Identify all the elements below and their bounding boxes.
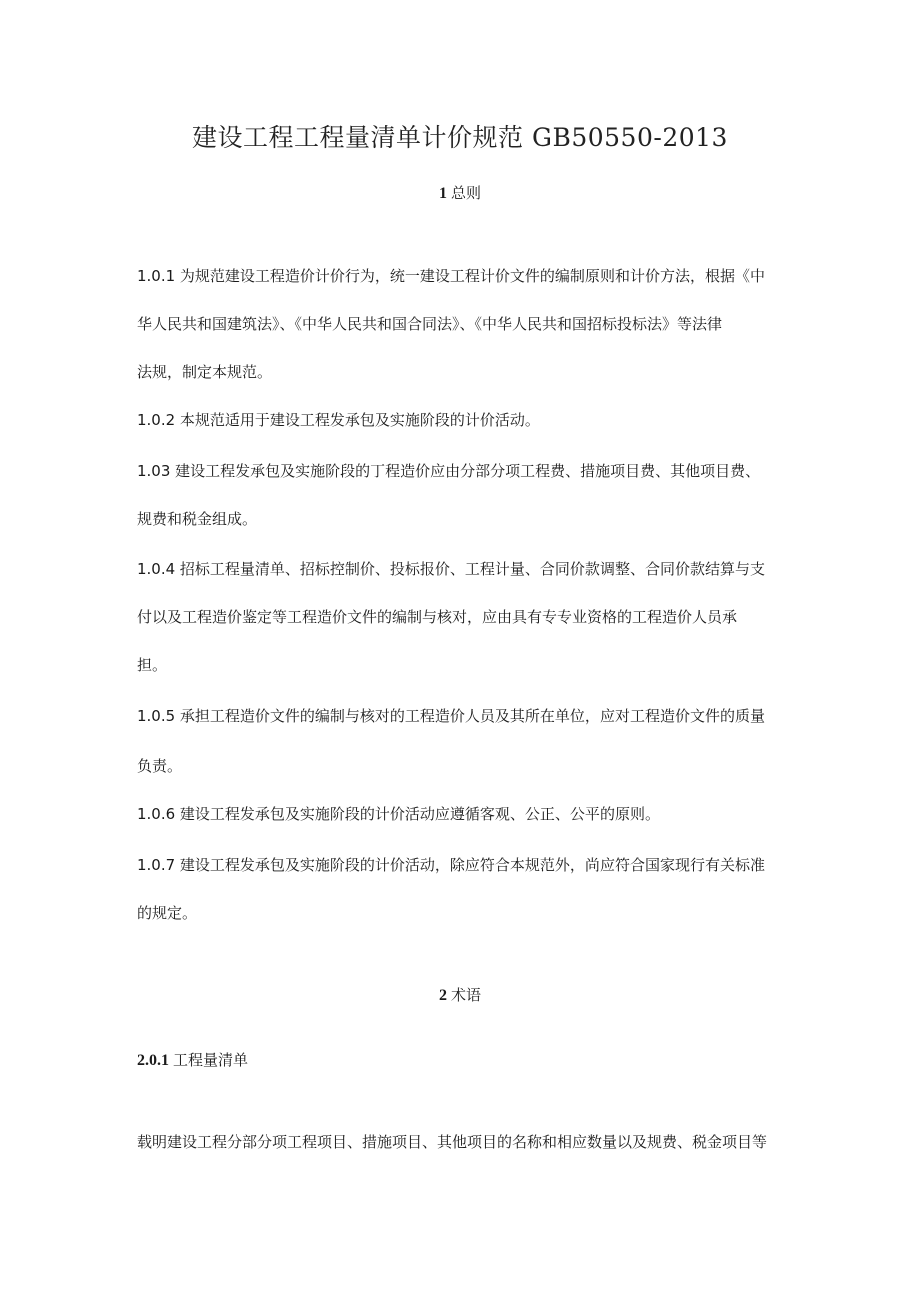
clause-1-0-2-line-1: 1.0.2 本规范适用于建设工程发承包及实施阶段的计价活动。	[137, 411, 540, 429]
clause-1-0-5-line-1: 1.0.5 承担工程造价文件的编制与核对的工程造价人员及其所在单位，应对工程造价文件的质量	[137, 707, 765, 725]
clause-1-0-7-line-2: 的规定。	[137, 904, 198, 922]
section-1-heading	[0, 182, 920, 203]
clause-1-0-3-line-1: 1.03 建设工程发承包及实施阶段的丁程造价应由分部分项工程费、措施项目费、其他项目费、	[137, 462, 761, 480]
clause-1-0-6-line-1: 1.0.6 建设工程发承包及实施阶段的计价活动应遵循客观、公正、公平的原则。	[137, 805, 660, 823]
clause-1-0-4-line-2: 付以及工程造价鉴定等工程造价文件的编制与核对，应由具有专专业资格的工程造价人员承	[137, 608, 738, 626]
section-2-number: 2	[438, 987, 447, 1004]
section-1-number: 1	[438, 185, 447, 202]
clause-1-0-7-line-1: 1.0.7 建设工程发承包及实施阶段的计价活动，除应符合本规范外，尚应符合国家现行有关标准	[137, 856, 765, 874]
clause-1-0-5-line-2: 负责。	[137, 757, 183, 775]
clause-1-0-1-line-1: 1.0.1 为规范建设工程造价计价行为，统一建设工程计价文件的编制原则和计价方法，根据《中	[137, 267, 765, 285]
clause-1-0-1-line-3: 法规，制定本规范。	[137, 363, 273, 381]
clause-1-0-3-line-2: 规费和税金组成。	[137, 510, 258, 528]
clause-1-0-1-line-2: 华人民共和国建筑法》、《中华人民共和国合同法》、《中华人民共和国招标投标法》等法律	[137, 315, 723, 333]
clause-1-0-4-line-3: 担。	[137, 656, 168, 674]
term-2-0-1-number: 2.0.1	[137, 1052, 169, 1069]
term-2-0-1-label: 工程量清单	[173, 1051, 249, 1069]
section-2-heading	[0, 984, 920, 1005]
section-1-title: 总则	[450, 184, 481, 202]
document-title: 建设工程工程量清单计价规范 GB50550-2013	[192, 123, 728, 152]
term-2-0-1-heading	[137, 1049, 248, 1070]
term-2-0-1-definition-line-1: 载明建设工程分部分项工程项目、措施项目、其他项目的名称和相应数量以及规费、税金项目等	[137, 1133, 768, 1151]
section-2-title: 术语	[450, 986, 481, 1004]
clause-1-0-4-line-1: 1.0.4 招标工程量清单、招标控制价、投标报价、工程计量、合同价款调整、合同价款结算与支	[137, 560, 765, 578]
